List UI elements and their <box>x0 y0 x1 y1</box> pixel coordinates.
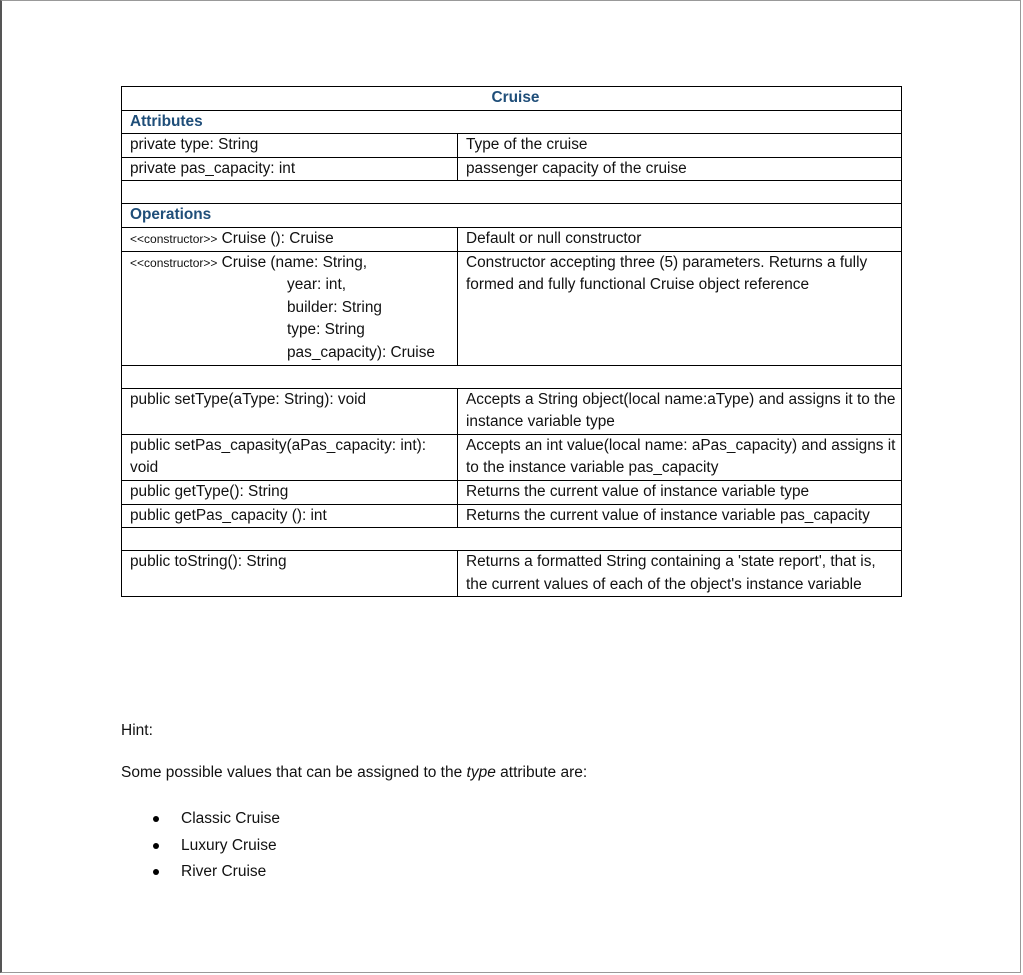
attribute-row <box>122 134 902 158</box>
hint-text-after: attribute are: <box>495 764 588 781</box>
constructor-param: year: int, <box>287 276 347 294</box>
attributes-heading: Attributes <box>122 110 902 134</box>
operation-signature <box>122 251 458 365</box>
attribute-description: Type of the cruise <box>458 134 902 158</box>
operation-signature: public setType(aType: String): void <box>122 388 458 434</box>
blank-row <box>122 365 902 388</box>
operation-signature: public setPas_capasity(aPas_capacity: int): void <box>122 434 458 480</box>
operation-row <box>122 227 902 251</box>
uml-class-table <box>121 86 902 597</box>
operation-row <box>122 251 902 365</box>
attribute-signature: private pas_capacity: int <box>122 157 458 181</box>
operation-signature: public getType(): String <box>122 480 458 504</box>
hint-text-before: Some possible values that can be assigned to the <box>121 764 467 781</box>
type-options-list <box>121 806 280 886</box>
operation-description: Returns the current value of instance variable type <box>458 480 902 504</box>
operation-description: Accepts a String object(local name:aType) and assigns it to the instance variable type <box>458 388 902 434</box>
operation-description: Default or null constructor <box>458 227 902 251</box>
operation-row <box>122 388 902 434</box>
operation-row <box>122 504 902 528</box>
list-item: Luxury Cruise <box>121 833 280 860</box>
operation-description: Returns a formatted String containing a 'state report', that is, the current values of each of the object's instance variable <box>458 551 902 597</box>
operation-row <box>122 480 902 504</box>
hint-label: Hint: <box>121 722 153 739</box>
operation-description: Constructor accepting three (5) parameters. Returns a fully formed and fully functional Cruise object reference <box>458 251 902 365</box>
attribute-row <box>122 157 902 181</box>
operation-row <box>122 551 902 597</box>
operation-row <box>122 434 902 480</box>
constructor-param: builder: String <box>287 298 382 316</box>
constructor-signature: Cruise (): Cruise <box>217 229 334 247</box>
operations-heading: Operations <box>122 204 902 228</box>
operation-signature: public getPas_capacity (): int <box>122 504 458 528</box>
blank-row <box>122 528 902 551</box>
class-title: Cruise <box>122 87 902 111</box>
operation-signature <box>122 227 458 251</box>
operation-description: Accepts an int value(local name: aPas_capacity) and assigns it to the instance variable pas_capacity <box>458 434 902 480</box>
attribute-signature: private type: String <box>122 134 458 158</box>
stereotype-label: <<constructor>> <box>130 231 218 246</box>
list-item: River Cruise <box>121 859 280 886</box>
operation-description: Returns the current value of instance variable pas_capacity <box>458 504 902 528</box>
operation-signature: public toString(): String <box>122 551 458 597</box>
stereotype-label: <<constructor>> <box>130 255 218 270</box>
blank-row <box>122 181 902 204</box>
hint-text-emphasis: type <box>466 764 496 781</box>
constructor-signature: Cruise (name: String, <box>217 253 368 271</box>
constructor-param: pas_capacity): Cruise <box>287 343 435 361</box>
hint-text <box>121 764 587 782</box>
list-item: Classic Cruise <box>121 806 280 833</box>
constructor-param: type: String <box>287 321 365 339</box>
attribute-description: passenger capacity of the cruise <box>458 157 902 181</box>
